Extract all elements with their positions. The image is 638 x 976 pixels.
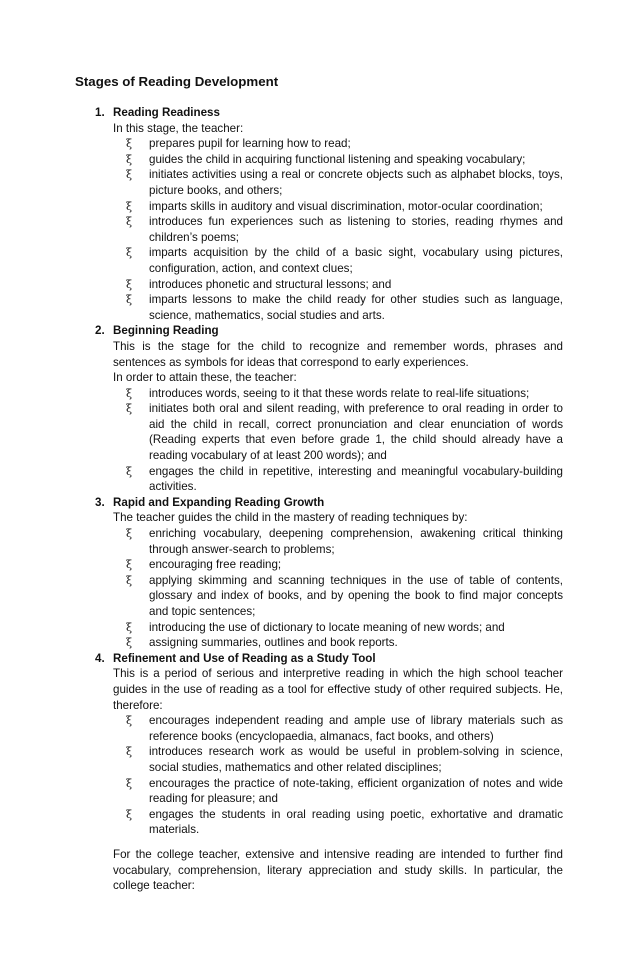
- bullet-text: enriching vocabulary, deepening comprehension, awakening critical thinking through answer-search to problems;: [149, 527, 563, 556]
- bullet-text: encourages independent reading and ample use of library materials such as reference books (encyclopaedia, almanacs, fact books, and others): [149, 714, 563, 743]
- bullet-text: engages the students in oral reading using poetic, exhortative and dramatic materials.: [149, 807, 563, 837]
- bullet-item: [126, 713, 563, 744]
- xi-bullet-icon: ξ: [126, 776, 133, 790]
- stage-number: 4.: [95, 651, 105, 665]
- bullet-text: assigning summaries, outlines and book reports.: [149, 636, 398, 650]
- bullet-item: [126, 386, 563, 402]
- bullet-list: [113, 136, 563, 323]
- stage-body: [95, 510, 563, 650]
- bullet-text: initiates activities using a real or concrete objects such as alphabet blocks, toys, picture books, and others;: [149, 168, 563, 197]
- bullet-text: imparts lessons to make the child ready for other studies such as language, science, mathematics, social studies and arts.: [149, 293, 563, 322]
- xi-bullet-icon: ξ: [126, 137, 133, 151]
- bullet-item: [126, 526, 563, 557]
- stage-heading-text: Rapid and Expanding Reading Growth: [113, 495, 325, 509]
- bullet-text: introducing the use of dictionary to locate meaning of new words; and: [149, 620, 505, 634]
- bullet-item: [126, 557, 563, 573]
- stage-body: [95, 121, 563, 324]
- bullet-item: [126, 807, 563, 838]
- bullet-text: imparts acquisition by the child of a basic sight, vocabulary using pictures, configuration, action, and context clues;: [149, 246, 563, 275]
- bullet-item: [126, 245, 563, 276]
- bullet-item: [126, 573, 563, 620]
- xi-bullet-icon: ξ: [126, 807, 133, 821]
- bullet-item: [126, 214, 563, 245]
- stage-body: [95, 666, 563, 838]
- stage-number: 3.: [95, 495, 105, 509]
- bullet-text: engages the child in repetitive, interesting and meaningful vocabulary-building activities.: [149, 464, 563, 494]
- stage-section: [95, 105, 563, 323]
- xi-bullet-icon: ξ: [126, 277, 133, 291]
- bullet-list: [113, 526, 563, 651]
- bullet-item: [126, 136, 563, 152]
- stage-section: [95, 495, 563, 651]
- xi-bullet-icon: ξ: [126, 215, 133, 229]
- stage-heading: [95, 105, 563, 121]
- stage-heading: [95, 495, 563, 511]
- bullet-list: [113, 713, 563, 838]
- xi-bullet-icon: ξ: [126, 714, 133, 728]
- stage-paragraph: This is the stage for the child to recognize and remember words, phrases and sentences as symbols for ideas that correspond to early experiences.: [113, 339, 563, 369]
- bullet-item: [126, 292, 563, 323]
- xi-bullet-icon: ξ: [126, 199, 133, 213]
- bullet-item: [126, 199, 563, 215]
- bullet-item: [126, 635, 563, 651]
- bullet-item: [126, 277, 563, 293]
- stage-heading: [95, 651, 563, 667]
- bullet-item: [126, 464, 563, 495]
- stage-paragraph: The teacher guides the child in the mastery of reading techniques by:: [113, 511, 468, 525]
- bullet-item: [126, 152, 563, 168]
- bullet-text: guides the child in acquiring functional listening and speaking vocabulary;: [149, 152, 526, 166]
- stage-heading-text: Reading Readiness: [113, 106, 220, 119]
- xi-bullet-icon: ξ: [126, 402, 133, 416]
- xi-bullet-icon: ξ: [126, 246, 133, 260]
- xi-bullet-icon: ξ: [126, 386, 133, 400]
- stage-number: 2.: [95, 324, 105, 338]
- xi-bullet-icon: ξ: [126, 168, 133, 182]
- closing-paragraph: For the college teacher, extensive and intensive reading are intended to further find vocabulary, comprehension, literary appreciation and study skills. In particular, the college teacher:: [113, 848, 563, 893]
- stage-number: 1.: [95, 106, 105, 119]
- xi-bullet-icon: ξ: [126, 573, 133, 587]
- stages-list: [95, 105, 563, 838]
- stage-paragraph: This is a period of serious and interpretive reading in which the high school teacher guides in the use of reading as a tool for effective study of other required subjects. He, therefore:: [113, 667, 563, 712]
- stage-paragraph: In this stage, the teacher:: [113, 121, 244, 135]
- xi-bullet-icon: ξ: [126, 745, 133, 759]
- bullet-item: [126, 401, 563, 463]
- stage-paragraph: In order to attain these, the teacher:: [113, 371, 297, 385]
- bullet-text: applying skimming and scanning techniques in the use of table of contents, glossary and index of books, and by opening the book to find major concepts and topic sentences;: [149, 573, 563, 618]
- bullet-text: imparts skills in auditory and visual discrimination, motor-ocular coordination;: [149, 199, 543, 213]
- stage-heading: [95, 323, 563, 339]
- bullet-text: introduces research work as would be useful in problem-solving in science, social studies, mathematics and other related disciplines;: [149, 745, 563, 774]
- stage-body: [95, 339, 563, 495]
- bullet-text: encouraging free reading;: [149, 558, 282, 572]
- bullet-item: [126, 620, 563, 636]
- xi-bullet-icon: ξ: [126, 464, 133, 478]
- bullet-text: prepares pupil for learning how to read;: [149, 137, 351, 151]
- stage-section: [95, 323, 563, 495]
- xi-bullet-icon: ξ: [126, 527, 133, 541]
- bullet-list: [113, 386, 563, 495]
- xi-bullet-icon: ξ: [126, 620, 133, 634]
- bullet-item: [126, 167, 563, 198]
- bullet-text: encourages the practice of note-taking, efficient organization of notes and wide reading for pleasure; and: [149, 776, 563, 806]
- bullet-text: introduces words, seeing to it that these words relate to real-life situations;: [149, 386, 530, 400]
- bullet-text: introduces phonetic and structural lessons; and: [149, 277, 392, 291]
- xi-bullet-icon: ξ: [126, 293, 133, 307]
- xi-bullet-icon: ξ: [126, 636, 133, 650]
- stage-section: [95, 651, 563, 838]
- bullet-item: [126, 776, 563, 807]
- stage-heading-text: Beginning Reading: [113, 324, 219, 338]
- page-title: Stages of Reading Development: [75, 74, 279, 89]
- stage-heading-text: Refinement and Use of Reading as a Study Tool: [113, 651, 376, 665]
- xi-bullet-icon: ξ: [126, 152, 133, 166]
- xi-bullet-icon: ξ: [126, 558, 133, 572]
- bullet-text: initiates both oral and silent reading, with preference to oral reading in order to aid the child in recall, correct pronunciation and clear enunciation of words (Reading experts that even before grade 1, the child should already have a reading vocabulary of at least 200 words); and: [149, 402, 563, 463]
- bullet-item: [126, 744, 563, 775]
- bullet-text: introduces fun experiences such as listening to stories, reading rhymes and children’s poems;: [149, 215, 563, 244]
